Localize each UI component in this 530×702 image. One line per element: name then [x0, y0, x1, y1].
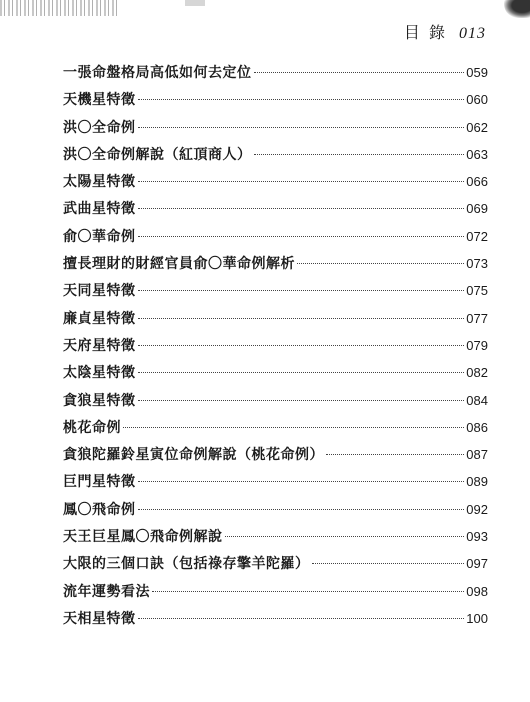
- toc-entry-title: 洪〇全命例: [63, 119, 136, 136]
- dot-leader: [138, 127, 465, 128]
- toc-entry-title: 天府星特徵: [63, 337, 136, 354]
- toc-entry-page: 073: [466, 256, 488, 272]
- toc-entry-title: 擅長理財的財經官員俞〇華命例解析: [63, 256, 295, 273]
- toc-entry-title: 洪〇全命例解說（紅頂商人）: [63, 146, 252, 163]
- toc-entry: [63, 362, 488, 389]
- dot-leader: [138, 99, 465, 100]
- toc-entry-page: 072: [466, 228, 488, 244]
- toc-entry-page: 084: [466, 392, 488, 408]
- toc-entry-title: 一張命盤格局高低如何去定位: [63, 65, 252, 81]
- toc-entry-page: 059: [466, 65, 488, 80]
- toc-entry: [63, 280, 488, 307]
- dot-leader: [138, 181, 465, 182]
- dot-leader: [138, 318, 465, 319]
- toc-entry: [63, 499, 488, 526]
- dot-leader: [138, 290, 465, 291]
- dot-leader: [297, 263, 464, 264]
- dot-leader: [326, 454, 464, 455]
- toc-entry: [63, 471, 488, 498]
- toc-entry-page: 063: [466, 146, 488, 162]
- section-title: 目 錄: [403, 23, 447, 42]
- dot-leader: [138, 372, 465, 373]
- table-of-contents: [63, 62, 488, 635]
- dot-leader: [138, 618, 465, 619]
- toc-entry-title: 巨門星特徵: [63, 474, 136, 491]
- toc-entry-page: 062: [466, 119, 488, 135]
- toc-entry-title: 鳳〇飛命例: [63, 501, 136, 518]
- scan-artifact: [504, 0, 530, 18]
- toc-entry: [63, 608, 488, 635]
- toc-entry-page: 089: [466, 474, 488, 490]
- toc-entry-title: 武曲星特徵: [63, 201, 136, 218]
- toc-entry-page: 100: [466, 610, 488, 626]
- toc-entry-title: 流年運勢看法: [63, 583, 150, 600]
- toc-entry: [63, 198, 488, 225]
- toc-entry: [63, 226, 488, 253]
- toc-entry-page: 082: [466, 365, 488, 381]
- page-number: 013: [459, 25, 486, 42]
- toc-entry-page: 075: [466, 283, 488, 299]
- toc-entry: [63, 62, 488, 89]
- dot-leader: [138, 345, 465, 346]
- dot-leader: [254, 72, 465, 73]
- toc-entry-page: 077: [466, 310, 488, 326]
- toc-entry: [63, 553, 488, 580]
- toc-entry-title: 俞〇華命例: [63, 228, 136, 245]
- toc-entry: [63, 581, 488, 608]
- toc-entry-page: 097: [466, 556, 488, 572]
- toc-entry-page: 060: [466, 92, 488, 108]
- dot-leader: [138, 236, 465, 237]
- toc-entry-page: 092: [466, 501, 488, 517]
- toc-entry: [63, 390, 488, 417]
- toc-entry: [63, 444, 488, 471]
- dot-leader: [138, 509, 465, 510]
- toc-entry-title: 貪狼星特徵: [63, 392, 136, 409]
- toc-entry: [63, 308, 488, 335]
- toc-entry: [63, 335, 488, 362]
- dot-leader: [152, 591, 464, 592]
- dot-leader: [312, 563, 465, 564]
- toc-entry-title: 大限的三個口訣（包括祿存擎羊陀羅）: [63, 556, 310, 573]
- dot-leader: [138, 208, 465, 209]
- dot-leader: [138, 400, 465, 401]
- toc-entry-page: 093: [466, 529, 488, 545]
- toc-entry-title: 廉貞星特徵: [63, 310, 136, 327]
- toc-entry: [63, 117, 488, 144]
- toc-entry: [63, 417, 488, 444]
- toc-entry-title: 桃花命例: [63, 419, 121, 436]
- toc-entry-title: 天同星特徵: [63, 283, 136, 300]
- toc-entry-title: 貪狼陀羅鈴星寅位命例解說（桃花命例）: [63, 447, 324, 464]
- dot-leader: [123, 427, 464, 428]
- toc-entry: [63, 526, 488, 553]
- dot-leader: [138, 481, 465, 482]
- scan-artifact: [0, 0, 120, 16]
- toc-entry: [63, 253, 488, 280]
- toc-entry-page: 069: [466, 201, 488, 217]
- toc-entry-page: 087: [466, 447, 488, 463]
- dot-leader: [254, 154, 465, 155]
- toc-entry-title: 太陰星特徵: [63, 365, 136, 382]
- toc-entry-title: 天相星特徵: [63, 610, 136, 627]
- toc-entry: [63, 89, 488, 116]
- running-head: [404, 20, 486, 43]
- toc-entry-page: 079: [466, 337, 488, 353]
- toc-entry-title: 天機星特徵: [63, 92, 136, 109]
- toc-entry: [63, 171, 488, 198]
- toc-entry-title: 天王巨星鳳〇飛命例解說: [63, 529, 223, 546]
- dot-leader: [225, 536, 465, 537]
- toc-entry-title: 太陽星特徵: [63, 174, 136, 191]
- toc-entry-page: 098: [466, 583, 488, 599]
- toc-entry: [63, 144, 488, 171]
- scan-artifact: [185, 0, 205, 6]
- toc-entry-page: 066: [466, 174, 488, 190]
- toc-entry-page: 086: [466, 419, 488, 435]
